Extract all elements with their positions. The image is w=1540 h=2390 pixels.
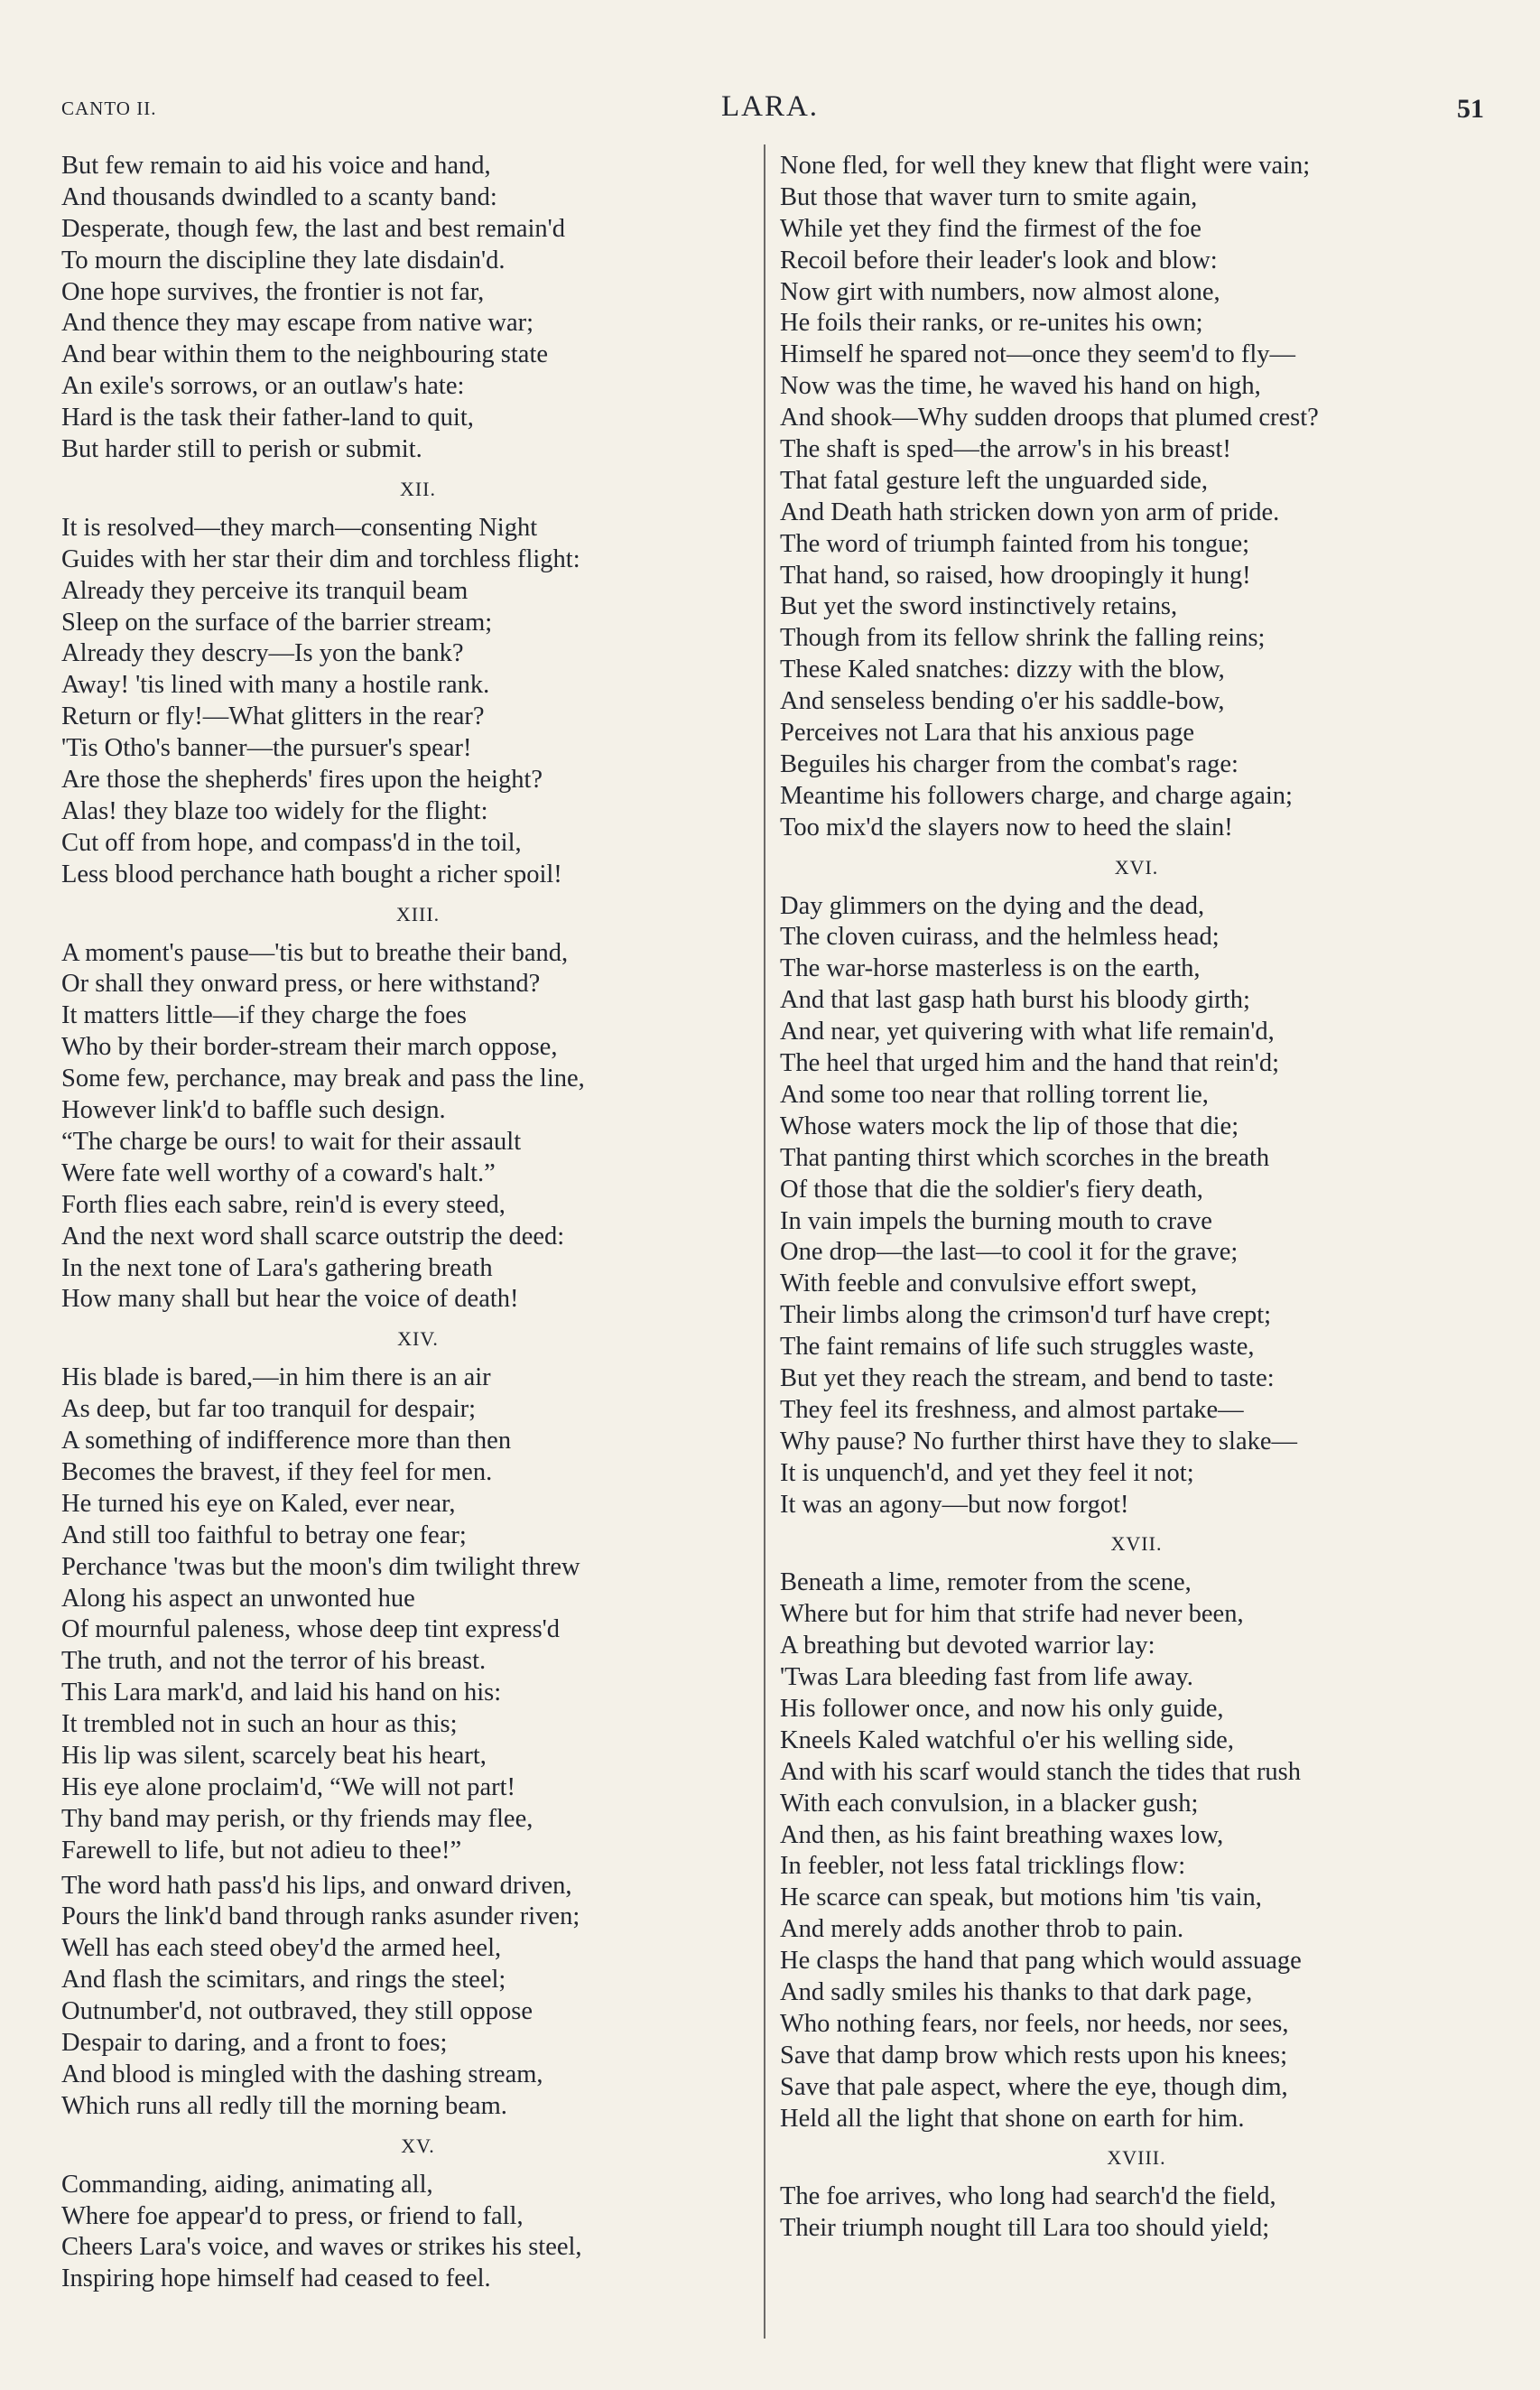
- verse-line: Sleep on the surface of the barrier stream;: [61, 608, 493, 637]
- verse-line: Are those the shepherds' fires upon the height?: [61, 766, 543, 795]
- verse-line: An exile's sorrows, or an outlaw's hate:: [61, 372, 465, 401]
- stanza: [61, 2170, 775, 2296]
- verse-line: Pours the link'd band through ranks asunder riven;: [61, 1902, 580, 1931]
- verse-line: In vain impels the burning mouth to crave: [780, 1206, 1212, 1235]
- verse-line: Held all the light that shone on earth for him.: [780, 2104, 1245, 2133]
- verse-line: It is unquench'd, and yet they feel it not;: [780, 1458, 1194, 1487]
- verse-line: Becomes the bravest, if they feel for men.: [61, 1457, 493, 1486]
- verse-line: His lip was silent, scarcely beat his heart,: [61, 1741, 487, 1770]
- verse-line: That panting thirst which scorches in the breath: [780, 1143, 1270, 1172]
- verse-line: Which runs all redly till the morning beam.: [61, 2091, 507, 2120]
- section-heading: XVII.: [1110, 1532, 1163, 1556]
- verse-line: And thousands dwindled to a scanty band:: [61, 182, 497, 211]
- verse-line: Who nothing fears, nor feels, nor heeds, nor sees,: [780, 2009, 1289, 2038]
- verse-line: Some few, perchance, may break and pass the line,: [61, 1065, 585, 1093]
- verse-line: Too mix'd the slayers now to heed the slain!: [780, 813, 1233, 842]
- verse-line: Save that pale aspect, where the eye, though dim,: [780, 2072, 1288, 2101]
- section-heading: XV.: [401, 2134, 435, 2157]
- stanza: [780, 891, 1493, 1521]
- verse-line: Day glimmers on the dying and the dead,: [780, 891, 1205, 920]
- verse-line: With feeble and convulsive effort swept,: [780, 1269, 1198, 1298]
- verse-line: And merely adds another throb to pain.: [780, 1915, 1184, 1944]
- verse-line: Were fate well worthy of a coward's halt.”: [61, 1158, 496, 1187]
- verse-line: Meantime his followers charge, and charge again;: [780, 781, 1293, 810]
- verse-line: The war-horse masterless is on the earth,: [780, 954, 1201, 983]
- section-heading: XII.: [399, 477, 437, 500]
- verse-line: He clasps the hand that pang which would assuage: [780, 1947, 1302, 1976]
- verse-line: Desperate, though few, the last and best remain'd: [61, 214, 566, 243]
- verse-line: The word of triumph fainted from his tongue;: [780, 529, 1250, 558]
- verse-line: It trembled not in such an hour as this;: [61, 1710, 458, 1739]
- verse-line: Cheers Lara's voice, and waves or strikes his steel,: [61, 2233, 582, 2262]
- verse-line: And bear within them to the neighbouring state: [61, 340, 549, 369]
- section-heading: XVI.: [1114, 855, 1159, 879]
- stanza: [61, 151, 775, 466]
- verse-line: Cut off from hope, and compass'd in the toil,: [61, 828, 522, 857]
- verse-line: Their triumph nought till Lara too should yield;: [780, 2214, 1270, 2243]
- column-divider: [764, 144, 765, 2339]
- verse-line: His eye alone proclaim'd, “We will not part!: [61, 1772, 516, 1801]
- verse-line: The truth, and not the terror of his breast.: [61, 1647, 487, 1676]
- verse-line: It was an agony—but now forgot!: [780, 1490, 1129, 1519]
- verse-line: Who by their border-stream their march oppose,: [61, 1033, 558, 1062]
- stanza: [61, 1871, 775, 2123]
- verse-line: Despair to daring, and a front to foes;: [61, 2028, 448, 2057]
- verse-line: Why pause? No further thirst have they to slake—: [780, 1427, 1297, 1455]
- verse-line: And with his scarf would stanch the tides that rush: [780, 1757, 1302, 1786]
- verse-line: Of mournful paleness, whose deep tint express'd: [61, 1615, 561, 1644]
- verse-line: A something of indifference more than then: [61, 1427, 512, 1455]
- verse-line: And still too faithful to betray one fear;: [61, 1520, 467, 1549]
- verse-line: These Kaled snatches: dizzy with the blow,: [780, 656, 1225, 684]
- verse-line: He turned his eye on Kaled, ever near,: [61, 1489, 456, 1518]
- verse-line: Of those that die the soldier's fiery death,: [780, 1175, 1203, 1204]
- verse-line: Already they descry—Is yon the bank?: [61, 639, 464, 668]
- verse-line: In feebler, not less fatal tricklings flow:: [780, 1852, 1186, 1881]
- verse-line: Or shall they onward press, or here withstand?: [61, 970, 541, 999]
- verse-line: In the next tone of Lara's gathering breath: [61, 1253, 493, 1282]
- verse-line: The word hath pass'd his lips, and onward driven,: [61, 1871, 572, 1900]
- verse-line: And the next word shall scarce outstrip the deed:: [61, 1222, 565, 1251]
- verse-line: As deep, but far too tranquil for despair;: [61, 1395, 477, 1424]
- verse-line: With each convulsion, in a blacker gush;: [780, 1789, 1199, 1818]
- verse-line: Save that damp brow which rests upon his knees;: [780, 2041, 1287, 2069]
- verse-line: While yet they find the firmest of the foe: [780, 214, 1201, 243]
- canto-label: CANTO II.: [61, 98, 157, 119]
- verse-line: One drop—the last—to cool it for the grave;: [780, 1238, 1238, 1267]
- verse-line: How many shall but hear the voice of death!: [61, 1285, 519, 1314]
- verse-line: And senseless bending o'er his saddle-bow,: [780, 687, 1225, 716]
- verse-line: Whose waters mock the lip of those that die;: [780, 1111, 1239, 1140]
- verse-line: And near, yet quivering with what life remain'd,: [780, 1018, 1275, 1046]
- verse-line: Commanding, aiding, animating all,: [61, 2170, 433, 2199]
- verse-line: Beneath a lime, remoter from the scene,: [780, 1568, 1192, 1597]
- verse-line: Now was the time, he waved his hand on high,: [780, 372, 1261, 401]
- verse-line: Away! 'tis lined with many a hostile rank.: [61, 671, 490, 700]
- verse-line: Where but for him that strife had never been,: [780, 1600, 1244, 1629]
- verse-line: Now girt with numbers, now almost alone,: [780, 277, 1220, 306]
- verse-line: Inspiring hope himself had ceased to feel.: [61, 2264, 491, 2293]
- verse-line: Well has each steed obey'd the armed heel,: [61, 1934, 502, 1963]
- verse-line: And blood is mingled with the dashing stream,: [61, 2060, 543, 2088]
- verse-line: Kneels Kaled watchful o'er his welling side,: [780, 1725, 1234, 1754]
- section-heading: XVIII.: [1107, 2146, 1166, 2170]
- stanza: [61, 513, 775, 891]
- verse-line: That fatal gesture left the unguarded side,: [780, 466, 1209, 495]
- verse-line: His follower once, and now his only guide,: [780, 1694, 1224, 1723]
- verse-line: Where foe appear'd to press, or friend to fall,: [61, 2201, 524, 2230]
- section-heading: XIV.: [397, 1327, 439, 1351]
- verse-line: This Lara mark'd, and laid his hand on his:: [61, 1679, 502, 1707]
- verse-line: And flash the scimitars, and rings the steel;: [61, 1966, 506, 1995]
- verse-line: He scarce can speak, but motions him 'tis vain,: [780, 1883, 1262, 1912]
- section-heading: XIII.: [395, 902, 441, 925]
- verse-line: And that last gasp hath burst his bloody girth;: [780, 986, 1250, 1015]
- verse-line: He foils their ranks, or re-unites his own;: [780, 309, 1203, 338]
- verse-line: But yet the sword instinctively retains,: [780, 592, 1178, 621]
- verse-line: Farewell to life, but not adieu to thee!”: [61, 1836, 462, 1865]
- verse-line: “The charge be ours! to wait for their assault: [61, 1127, 522, 1156]
- verse-line: And shook—Why sudden droops that plumed crest?: [780, 404, 1319, 432]
- verse-line: Along his aspect an unwonted hue: [61, 1584, 415, 1613]
- stanza: [780, 151, 1493, 844]
- stanza: [780, 1567, 1493, 2134]
- verse-line: His blade is bared,—in him there is an air: [61, 1363, 491, 1392]
- verse-line: However link'd to baffle such design.: [61, 1096, 446, 1125]
- page-title: LARA.: [720, 90, 820, 123]
- verse-line: It matters little—if they charge the foes: [61, 1001, 467, 1030]
- verse-line: Guides with her star their dim and torchless flight:: [61, 544, 580, 573]
- verse-line: And sadly smiles his thanks to that dark page,: [780, 1977, 1253, 2006]
- verse-line: Thy band may perish, or thy friends may flee,: [61, 1804, 533, 1833]
- left-column: [61, 151, 775, 2295]
- verse-line: None fled, for well they knew that flight were vain;: [780, 152, 1311, 180]
- verse-line: 'Twas Lara bleeding fast from life away.: [780, 1663, 1193, 1692]
- verse-line: Perchance 'twas but the moon's dim twilight threw: [61, 1552, 580, 1581]
- verse-line: Less blood perchance hath bought a richer spoil!: [61, 860, 562, 888]
- verse-line: And some too near that rolling torrent lie,: [780, 1080, 1209, 1109]
- verse-line: The cloven cuirass, and the helmless head;: [780, 923, 1220, 952]
- stanza: [780, 2181, 1493, 2245]
- running-header: [0, 90, 1540, 126]
- stanza: [61, 1362, 775, 1866]
- verse-line: The heel that urged him and the hand that rein'd;: [780, 1049, 1280, 1078]
- verse-line: A breathing but devoted warrior lay:: [780, 1632, 1155, 1660]
- verse-line: Himself he spared not—once they seem'd to fly—: [780, 340, 1296, 369]
- verse-line: Though from its fellow shrink the falling reins;: [780, 624, 1266, 653]
- verse-line: To mourn the discipline they late disdain'd.: [61, 246, 506, 274]
- verse-line: It is resolved—they march—consenting Night: [61, 513, 538, 542]
- verse-line: But few remain to aid his voice and hand,: [61, 152, 491, 180]
- verse-line: Outnumber'd, not outbraved, they still oppose: [61, 1997, 533, 2026]
- verse-line: But harder still to perish or submit.: [61, 435, 422, 464]
- verse-line: Alas! they blaze too widely for the flight:: [61, 796, 488, 825]
- verse-line: One hope survives, the frontier is not far,: [61, 277, 485, 306]
- page-number: 51: [1457, 94, 1484, 124]
- verse-line: Recoil before their leader's look and blow:: [780, 246, 1218, 274]
- verse-line: They feel its freshness, and almost partake—: [780, 1395, 1244, 1424]
- verse-line: Perceives not Lara that his anxious page: [780, 719, 1195, 748]
- verse-line: Return or fly!—What glitters in the rear?: [61, 702, 485, 731]
- verse-line: Hard is the task their father-land to quit,: [61, 404, 474, 432]
- right-column: [780, 151, 1493, 2245]
- verse-line: And Death hath stricken down yon arm of pride.: [780, 498, 1280, 526]
- verse-line: And thence they may escape from native war;: [61, 309, 534, 338]
- verse-line: That hand, so raised, how droopingly it hung!: [780, 561, 1251, 590]
- stanza: [61, 938, 775, 1316]
- verse-line: Beguiles his charger from the combat's rage:: [780, 749, 1238, 778]
- verse-line: But those that waver turn to smite again,: [780, 182, 1198, 211]
- verse-line: Forth flies each sabre, rein'd is every steed,: [61, 1190, 506, 1219]
- verse-line: The foe arrives, who long had search'd the field,: [780, 2182, 1276, 2211]
- verse-line: Already they perceive its tranquil beam: [61, 576, 468, 605]
- verse-line: Their limbs along the crimson'd turf have crept;: [780, 1301, 1272, 1330]
- verse-line: The faint remains of life such struggles waste,: [780, 1333, 1255, 1362]
- verse-line: A moment's pause—'tis but to breathe their band,: [61, 938, 569, 967]
- verse-line: 'Tis Otho's banner—the pursuer's spear!: [61, 734, 472, 763]
- verse-line: And then, as his faint breathing waxes low,: [780, 1820, 1224, 1849]
- verse-line: But yet they reach the stream, and bend to taste:: [780, 1363, 1275, 1392]
- verse-line: The shaft is sped—the arrow's in his breast!: [780, 435, 1231, 464]
